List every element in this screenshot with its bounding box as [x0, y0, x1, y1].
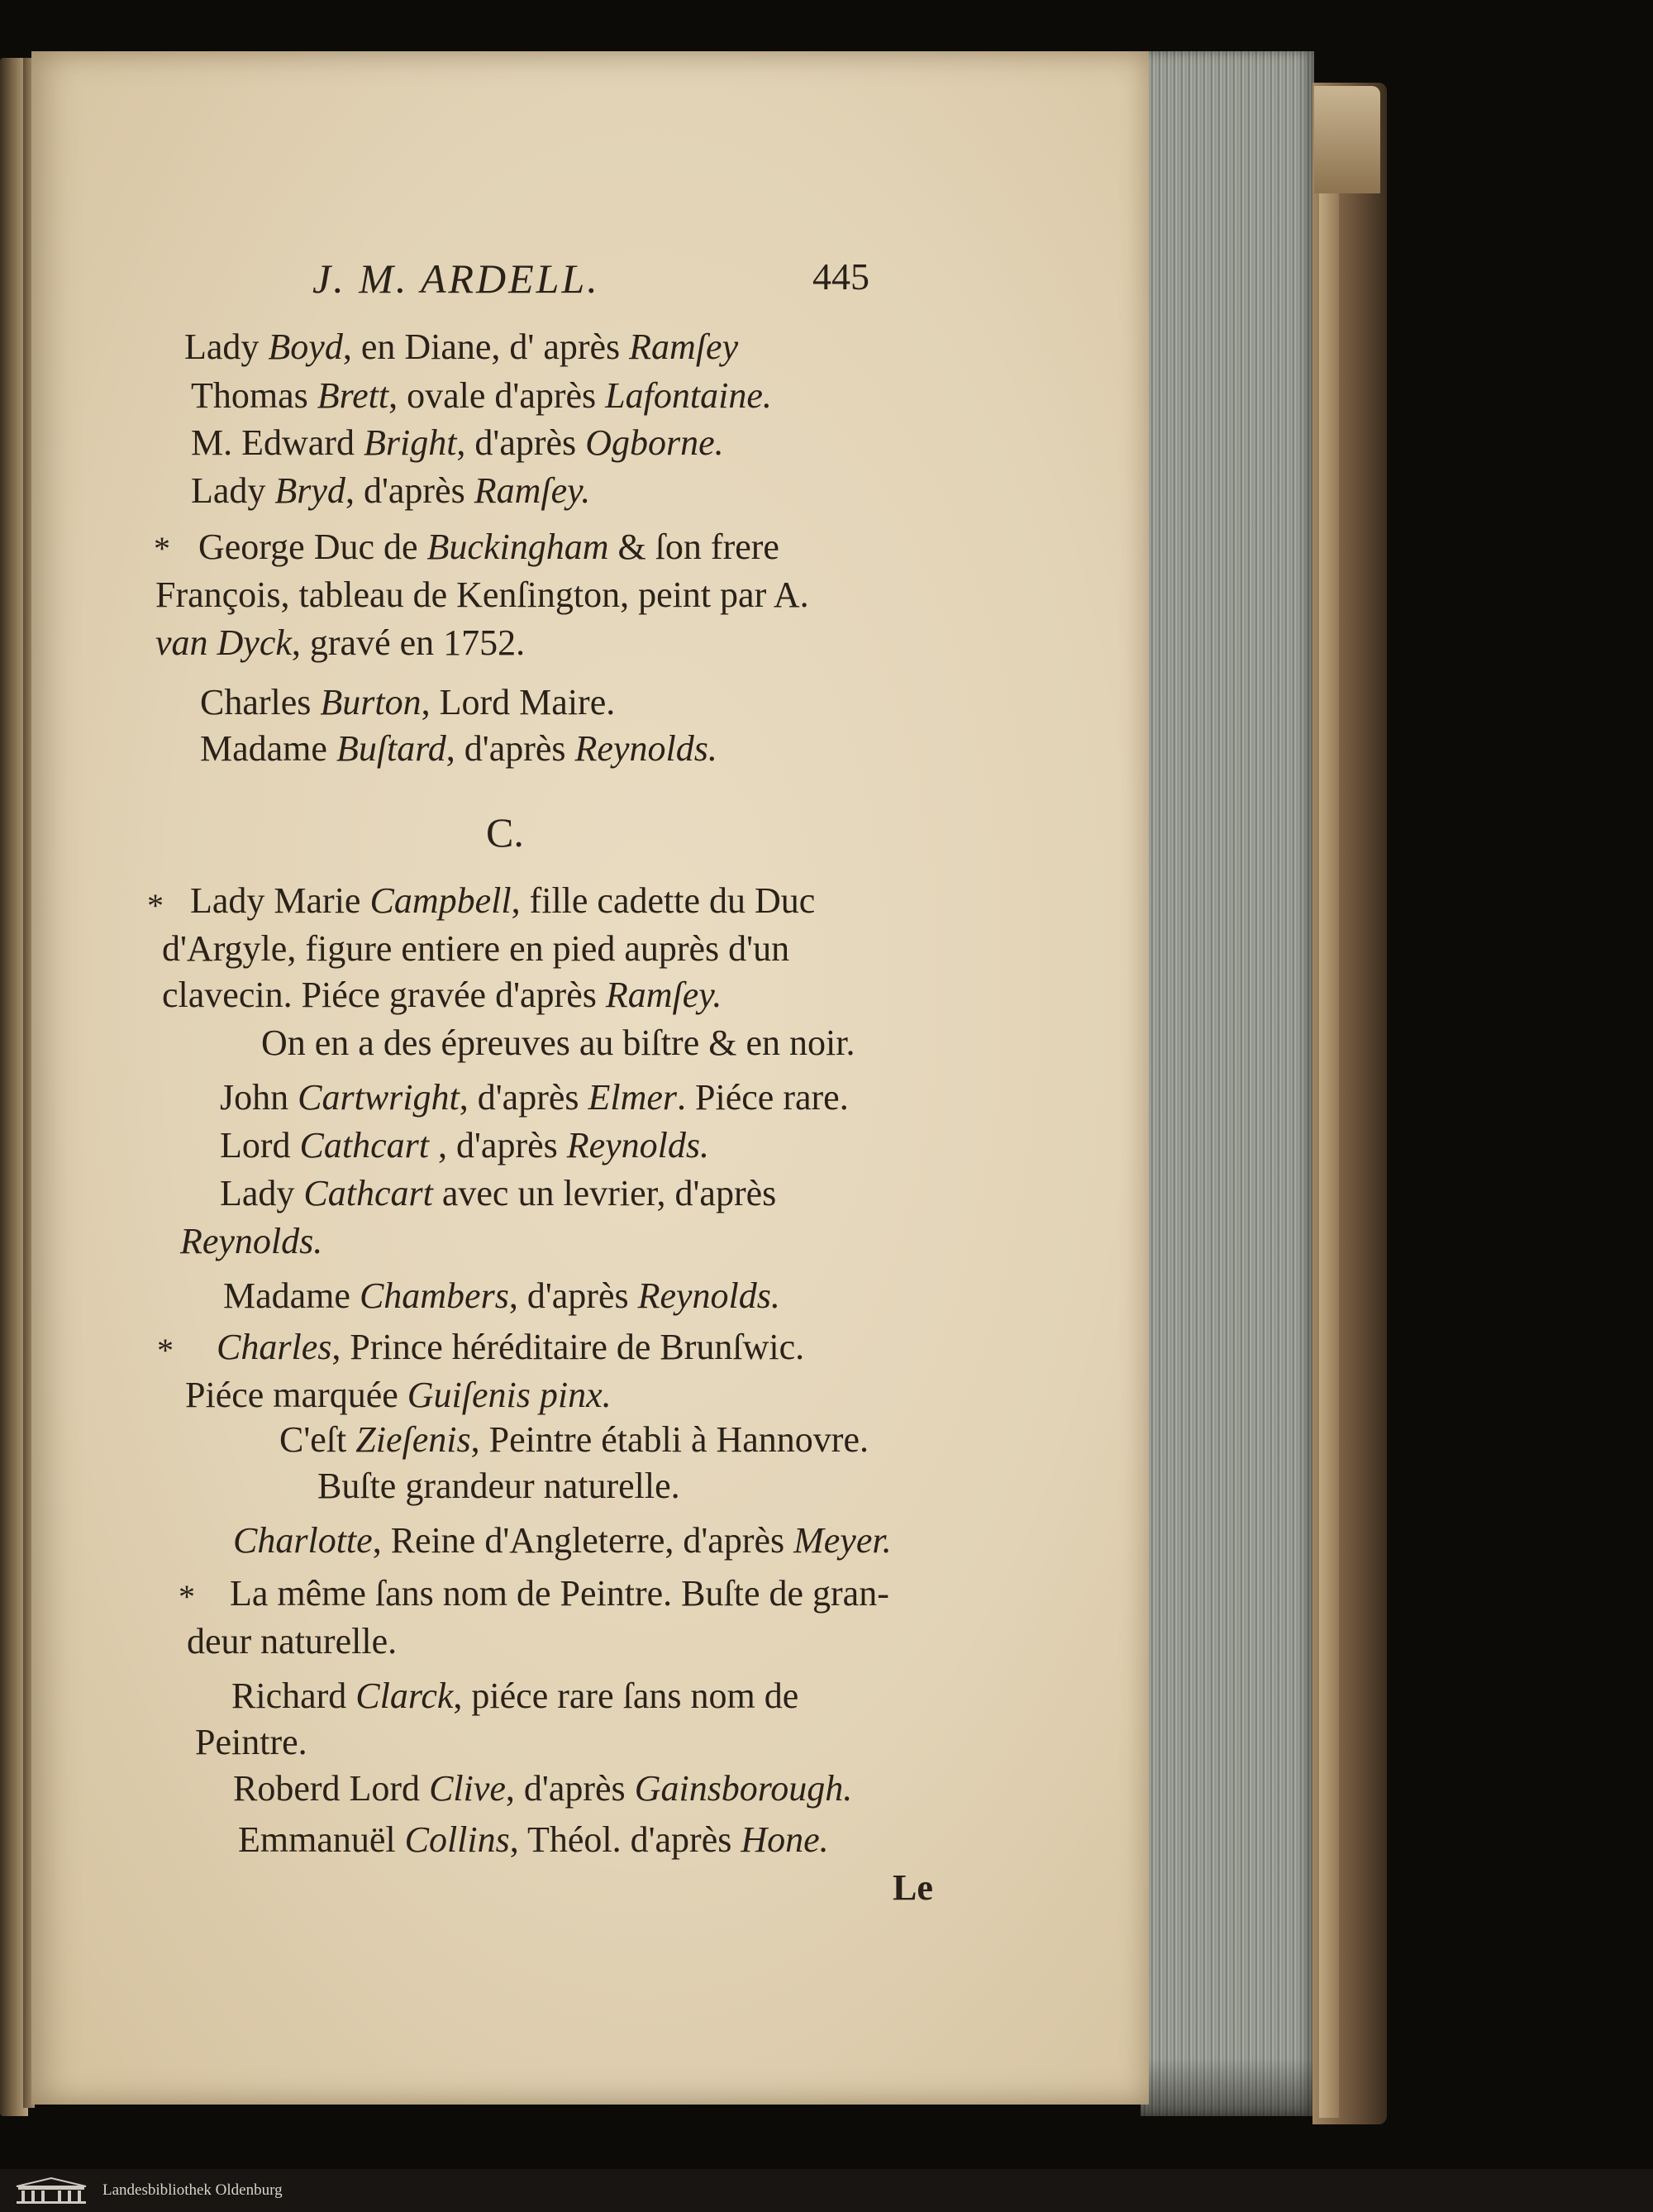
page-fore-edge	[1141, 51, 1314, 2116]
entry-line: Piéce marquée Guiſenis pinx.	[185, 1375, 612, 1415]
entry-line: George Duc de Buckingham & ſon frere	[198, 527, 779, 567]
entry-line: Lady Marie Campbell, fille cadette du Duc	[190, 880, 816, 921]
entry-line: Reynolds.	[180, 1221, 323, 1261]
book-page	[31, 51, 1149, 2105]
entry-line: M. Edward Bright, d'après Ogborne.	[191, 422, 724, 463]
entry-line: Peintre.	[195, 1722, 307, 1762]
library-name: Landesbibliothek Oldenburg	[102, 2181, 283, 2199]
entry-line: Madame Buſtard, d'après Reynolds.	[200, 728, 717, 769]
asterisk-marker: *	[147, 887, 164, 924]
entry-line: Charles, Prince héréditaire de Brunſwic.	[217, 1327, 805, 1367]
entry-line: Lady Cathcart avec un levrier, d'après	[220, 1173, 777, 1213]
entry-line: Charlotte, Reine d'Angleterre, d'après Meyer.	[233, 1520, 892, 1561]
entry-line: Emmanuël Collins, Théol. d'après Hone.	[238, 1819, 829, 1860]
entry-line: Thomas Brett, ovale d'après Lafontaine.	[191, 375, 772, 416]
entry-line: John Cartwright, d'après Elmer. Piéce rare.	[220, 1077, 849, 1118]
asterisk-marker: *	[179, 1578, 195, 1615]
catchword: Le	[893, 1867, 933, 1908]
entry-line: Lord Cathcart , d'après Reynolds.	[220, 1125, 710, 1166]
entry-line: Richard Clarck, piéce rare ſans nom de	[231, 1676, 799, 1716]
entry-line: Lady Bryd, d'après Ramſey.	[191, 470, 591, 511]
entry-line: clavecin. Piéce gravée d'après Ramſey.	[162, 975, 722, 1015]
page-number: 445	[812, 255, 869, 298]
library-building-icon	[13, 2176, 89, 2205]
section-heading: C.	[486, 809, 524, 856]
entry-line: Charles Burton, Lord Maire.	[200, 682, 616, 722]
entry-line: Lady Boyd, en Diane, d' après Ramſey	[184, 327, 739, 367]
fore-edge-shadow	[1141, 2058, 1314, 2116]
entry-line: On en a des épreuves au biſtre & en noir.	[261, 1023, 855, 1063]
entry-line: François, tableau de Kenſington, peint par A.	[155, 574, 809, 615]
entry-line: deur naturelle.	[187, 1621, 398, 1661]
entry-line: La même ſans nom de Peintre. Buſte de gran-	[230, 1573, 889, 1614]
cover-edge	[1319, 93, 1339, 2118]
entry-line: Roberd Lord Clive, d'après Gainsborough.	[233, 1768, 853, 1809]
entry-line: C'eſt Zieſenis, Peintre établi à Hannovre.	[279, 1419, 869, 1460]
asterisk-marker: *	[157, 1332, 174, 1369]
entry-line: d'Argyle, figure entiere en pied auprès d'un	[162, 928, 790, 969]
entry-line: van Dyck, gravé en 1752.	[155, 622, 526, 663]
asterisk-marker: *	[154, 530, 170, 567]
cover-corner	[1314, 86, 1380, 193]
footer-bar	[0, 2169, 1653, 2212]
entry-line: Buſte grandeur naturelle.	[317, 1466, 680, 1506]
entry-line: Madame Chambers, d'après Reynolds.	[223, 1275, 780, 1316]
running-title: J. M. ARDELL.	[312, 255, 600, 302]
